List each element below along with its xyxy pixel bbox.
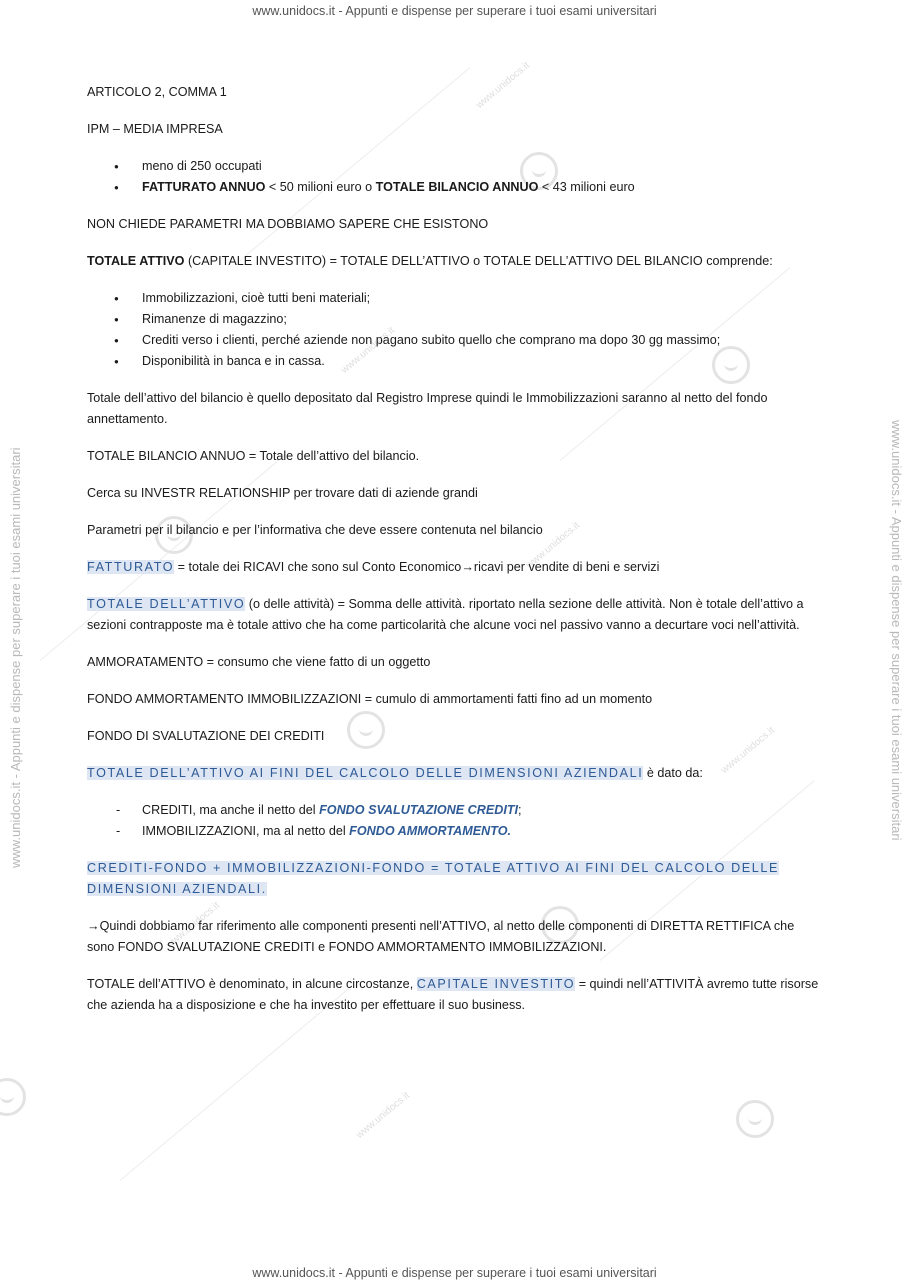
totale-attivita-definition (87, 594, 822, 636)
quindi-text: Quindi dobbiamo far riferimento alle componenti presenti nell’ATTIVO, al netto delle componenti di DIRETTA RETTIFICA che sono FONDO SVALUTAZIONE CREDITI e FONDO AMMORTAMENTO IMMOBILIZZAZIONI. (87, 919, 795, 954)
paragraph-totale-bilancio: TOTALE BILANCIO ANNUO = Totale dell’attivo del bilancio. (87, 449, 420, 463)
totale-attivita-text: (o delle attività) = Somma delle attività. riportato nella sezione delle attività. Non è totale dell’attivo a sezioni contrapposte ma è totale attivo che ha come particolarità che alcune voci nel passivo vanno a decurtare voci nell’attività. (87, 597, 804, 632)
fondo-svalutazione-crediti-term: FONDO SVALUTAZIONE CREDITI (319, 803, 519, 817)
calcolo-term: TOTALE DELL’ATTIVO AI FINI DEL CALCOLO DELLE DIMENSIONI AZIENDALI (87, 766, 644, 780)
list-item-text: < 50 milioni euro o (265, 180, 376, 194)
list-item-text: CREDITI, ma anche il netto del (142, 803, 320, 817)
totale-attivo-text: (CAPITALE INVESTITO) = TOTALE DELL’ATTIVO o TOTALE DELL’ATTIVO DEL BILANCIO comprende: (184, 254, 773, 268)
calcolo-list (87, 800, 822, 842)
page-footer-watermark: www.unidocs.it - Appunti e dispense per superare i tuoi esami universitari (252, 1266, 657, 1280)
paragraph-fondo-svalutazione: FONDO DI SVALUTAZIONE DEI CREDITI (87, 729, 325, 743)
calcolo-heading (87, 763, 822, 784)
watermark-tag: www.unidocs.it (164, 900, 222, 951)
list-item: ● Rimanenze di magazzino; (87, 309, 822, 330)
fatturato-annuo-label: FATTURATO ANNUO (142, 180, 266, 194)
fatturato-text-2: ricavi per vendite di beni e servizi (473, 560, 660, 574)
totale-attivo-highlight: TOTALE DELL’ATTIVO (87, 597, 246, 611)
capitale-investito-term: CAPITALE INVESTITO (416, 977, 576, 991)
formula-highlight: CREDITI-FONDO + IMMOBILIZZAZIONI-FONDO = TOTALE ATTIVO AI FINI DEL CALCOLO DELLE DIMENSIONI AZIENDALI. (87, 861, 780, 896)
components-list (87, 288, 822, 372)
ipm-heading: IPM – MEDIA IMPRESA (87, 122, 223, 136)
list-item-text: IMMOBILIZZAZIONI, ma al netto del (142, 824, 350, 838)
paragraph-cerca: Cerca su INVESTR RELATIONSHIP per trovare dati di aziende grandi (87, 486, 478, 500)
list-item (87, 177, 822, 198)
watermark-tag: www.unidocs.it (474, 60, 532, 111)
paragraph-parametri: Parametri per il bilancio e per l’informativa che deve essere contenuta nel bilancio (87, 523, 543, 537)
article-heading: ARTICOLO 2, COMMA 1 (87, 85, 227, 99)
paragraph-depositato: Totale dell’attivo del bilancio è quello depositato dal Registro Imprese quindi le Immobilizzazioni saranno al netto del fondo annettamento. (87, 391, 768, 426)
totale-attivo-definition (87, 251, 822, 272)
capitale-text-b: = quindi nell’ATTIVITÀ avremo tutte risorse che azienda ha a disposizione e che ha investito per effettuare il suo business. (87, 977, 819, 1012)
no-params-note: NON CHIEDE PARAMETRI MA DOBBIAMO SAPERE CHE ESISTONO (87, 217, 489, 231)
paragraph-fondo-ammortamento: FONDO AMMORTAMENTO IMMOBILIZZAZIONI = cumulo di ammortamenti fatti fino ad un momento (87, 692, 653, 706)
list-item: ● Immobilizzazioni, cioè tutti beni materiali; (87, 288, 822, 309)
criteria-list (87, 156, 822, 198)
watermark-tag: www.unidocs.it (339, 325, 397, 376)
fatturato-term: FATTURATO (87, 560, 175, 574)
totale-attivo-term: TOTALE ATTIVO (87, 254, 185, 268)
side-watermark-right: www.unidocs.it - Appunti e dispense per superare i tuoi esami universitari (889, 420, 904, 841)
list-item (87, 821, 822, 842)
arrow-icon: → (461, 560, 474, 574)
watermark-logo-icon (0, 1078, 26, 1116)
watermark-tag: www.unidocs.it (354, 1090, 412, 1141)
list-item: ● Crediti verso i clienti, perché aziende non pagano subito quello che comprano ma dopo 30 gg massimo; (87, 330, 822, 351)
totale-bilancio-label: TOTALE BILANCIO ANNUO (375, 180, 539, 194)
fatturato-definition (87, 557, 822, 578)
list-item-text: < 43 milioni euro (538, 180, 635, 194)
watermark-tag: www.unidocs.it (524, 520, 582, 571)
document-body (87, 82, 822, 1032)
watermark-tag: www.unidocs.it (719, 725, 777, 776)
formula (87, 858, 822, 900)
paragraph-quindi (87, 916, 822, 958)
watermark-logo-icon (736, 1100, 774, 1138)
page-header-watermark: www.unidocs.it - Appunti e dispense per superare i tuoi esami universitari (252, 4, 657, 18)
paragraph-ammortamento: AMMORATAMENTO = consumo che viene fatto di un oggetto (87, 655, 431, 669)
list-item: ● meno di 250 occupati (87, 156, 822, 177)
fatturato-text: = totale dei RICAVI che sono sul Conto Economico (174, 560, 462, 574)
fondo-ammortamento-term: FONDO AMMORTAMENTO. (349, 824, 511, 838)
capitale-text-a: TOTALE dell’ATTIVO è denominato, in alcune circostanze, (87, 977, 417, 991)
list-item-text: ; (518, 803, 522, 817)
calcolo-tail: è dato da: (643, 766, 703, 780)
side-watermark-left: www.unidocs.it - Appunti e dispense per superare i tuoi esami universitari (8, 447, 23, 868)
arrow-icon: → (87, 919, 100, 933)
list-item: ● Disponibilità in banca e in cassa. (87, 351, 822, 372)
list-item (87, 800, 822, 821)
paragraph-capitale-investito (87, 974, 822, 1016)
